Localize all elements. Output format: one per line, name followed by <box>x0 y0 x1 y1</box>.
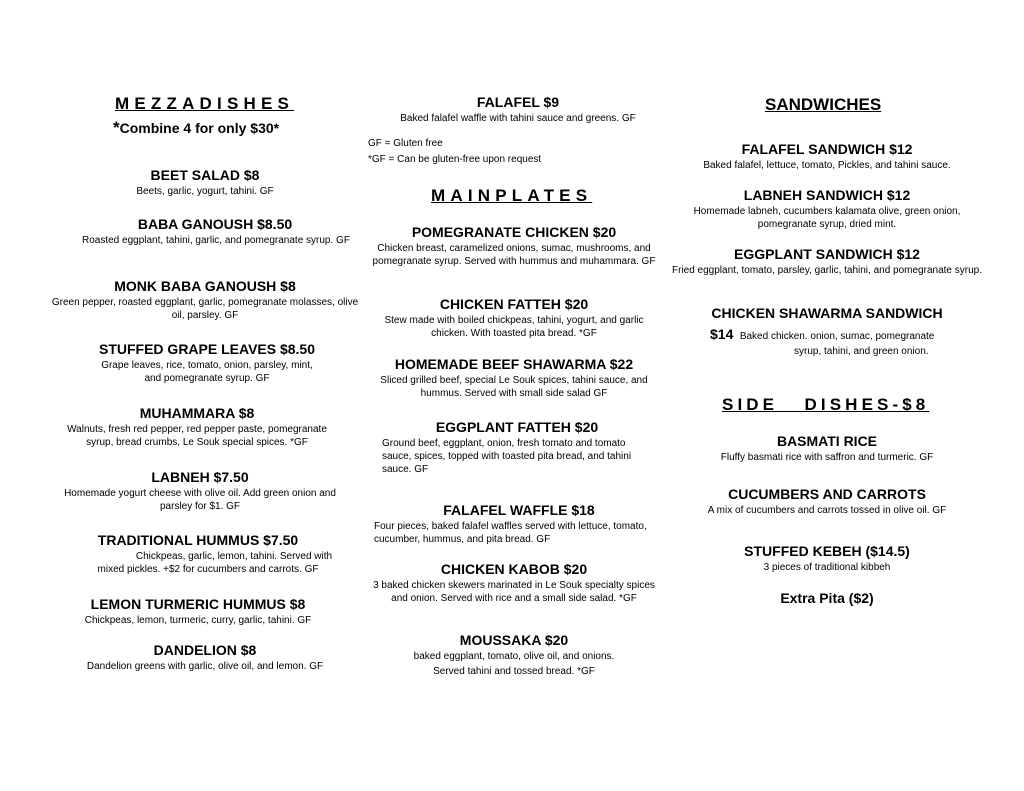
menu-item <box>672 246 982 277</box>
item-name: BASMATI RICE <box>776 433 878 449</box>
menu-item <box>672 141 982 172</box>
menu-item <box>672 590 982 606</box>
item-description: baked eggplant, tomato, olive oil, and onions. <box>413 651 615 662</box>
item-description: Homemade yogurt cheese with olive oil. Add green onion and parsley for $1. GF <box>64 488 336 512</box>
menu-item <box>672 543 982 574</box>
item-description: Walnuts, fresh red pepper, red pepper paste, pomegranate syrup, bread crumbs, Le Souk special spices. *GF <box>67 424 327 448</box>
menu-item <box>368 632 660 678</box>
side-dishes-section-title: SIDE DISHES-$8 <box>722 395 930 414</box>
item-name: DANDELION $8 <box>153 642 257 658</box>
item-name: FALAFEL SANDWICH $12 <box>741 141 913 157</box>
item-price-line <box>710 326 982 344</box>
star-gf-legend: *GF = Can be gluten-free upon request <box>368 154 542 165</box>
item-name: MOUSSAKA $20 <box>459 632 569 648</box>
item-name: CHICKEN KABOB $20 <box>440 561 588 577</box>
item-name: CHICKEN SHAWARMA SANDWICH <box>711 305 943 321</box>
item-name: TRADITIONAL HUMMUS $7.50 <box>97 532 299 548</box>
item-description: Chicken breast, caramelized onions, sumac, mushrooms, and pomegranate syrup. Served with hummus and muhammara. GF <box>372 243 656 267</box>
menu-item <box>40 278 370 322</box>
menu-item <box>368 561 660 605</box>
item-description-line2: syrup, tahini, and green onion. <box>794 346 929 357</box>
item-description-line2: Served tahini and tossed bread. *GF <box>433 666 595 677</box>
item-name: FALAFEL $9 <box>476 94 560 110</box>
item-description: Four pieces, baked falafel waffles served with lettuce, tomato, cucumber, hummus, and pita bread. GF <box>374 521 647 545</box>
combine-star: * <box>113 118 120 137</box>
item-description: Homemade labneh, cucumbers kalamata olive, green onion, pomegranate syrup, dried mint. <box>693 206 961 230</box>
item-name: CUCUMBERS AND CARROTS <box>728 486 926 502</box>
item-description: Sliced grilled beef, special Le Souk spices, tahini sauce, and hummus. Served with small side salad GF <box>380 375 648 399</box>
menu-item <box>40 341 374 385</box>
item-name: EGGPLANT SANDWICH $12 <box>734 246 920 262</box>
item-name: STUFFED KEBEH ($14.5) <box>744 543 910 559</box>
item-description: Chickpeas, lemon, turmeric, curry, garlic, tahini. GF <box>84 615 312 626</box>
item-description: Dandelion greens with garlic, olive oil, and lemon. GF <box>86 661 324 672</box>
item-description: Baked falafel waffle with tahini sauce and greens. GF <box>400 113 636 124</box>
item-description: Green pepper, roasted eggplant, garlic, pomegranate molasses, olive oil, parsley. GF <box>51 297 359 321</box>
menu-item <box>368 296 660 340</box>
item-name: EGGPLANT FATTEH $20 <box>435 419 599 435</box>
menu-item <box>368 356 660 400</box>
menu-item <box>382 419 652 476</box>
menu-item <box>374 502 664 546</box>
gf-legend: GF = Gluten free <box>368 138 443 149</box>
mezza-combine-offer <box>113 118 279 138</box>
menu-item <box>40 596 356 627</box>
item-name: LEMON TURMERIC HUMMUS $8 <box>90 596 306 612</box>
item-name: LABNEH $7.50 <box>151 469 249 485</box>
item-name: MONK BABA GANOUSH $8 <box>114 278 296 294</box>
menu-item <box>40 642 370 673</box>
item-description: Fluffy basmati rice with saffron and turmeric. GF <box>720 452 934 463</box>
menu-item <box>672 486 982 517</box>
item-description: Baked falafel, lettuce, tomato, Pickles, and tahini sauce. <box>703 160 951 171</box>
item-name: BEET SALAD $8 <box>150 167 260 183</box>
item-description: A mix of cucumbers and carrots tossed in olive oil. GF <box>707 505 947 516</box>
menu-item <box>672 187 982 231</box>
item-name: STUFFED GRAPE LEAVES $8.50 <box>98 341 315 357</box>
menu-item <box>80 216 350 247</box>
sandwiches-section-title: SANDWICHES <box>765 95 882 114</box>
item-description: 3 baked chicken skewers marinated in Le Souk specialty spices and onion. Served with rice and a small side salad. *GF <box>373 580 655 604</box>
item-description: Baked chicken. onion, sumac, pomegranate <box>739 331 935 342</box>
item-description: Stew made with boiled chickpeas, tahini, yogurt, and garlic chicken. With toasted pita bread. *GF <box>384 315 644 339</box>
item-description: 3 pieces of traditional kibbeh <box>763 562 891 573</box>
menu-item <box>40 532 356 576</box>
item-name: BABA GANOUSH $8.50 <box>137 216 293 232</box>
item-description: Beets, garlic, yogurt, tahini. GF <box>136 186 274 197</box>
item-name: FALAFEL WAFFLE $18 <box>443 502 595 518</box>
combine-text: Combine 4 for only $30* <box>119 120 280 136</box>
item-name: HOMEMADE BEEF SHAWARMA $22 <box>394 356 634 372</box>
item-description: Chickpeas, garlic, lemon, tahini. Served with mixed pickles. +$2 for cucumbers and carrots. GF <box>97 551 333 575</box>
item-description: Fried eggplant, tomato, parsley, garlic, tahini, and pomegranate syrup. <box>672 265 982 276</box>
menu-item <box>368 224 660 268</box>
menu-item <box>40 405 354 449</box>
item-name: MUHAMMARA $8 <box>139 405 255 421</box>
item-name: LABNEH SANDWICH $12 <box>743 187 911 203</box>
menu-item <box>672 305 982 358</box>
item-name: Extra Pita ($2) <box>780 590 874 606</box>
mezza-section-title: MEZZADISHES <box>115 94 295 113</box>
main-plates-section-title: MAINPLATES <box>431 186 593 205</box>
item-description: Grape leaves, rice, tomato, onion, parsley, mint, and pomegranate syrup. GF <box>101 360 313 384</box>
item-name: POMEGRANATE CHICKEN $20 <box>411 224 617 240</box>
menu-item <box>672 433 982 464</box>
item-description: Roasted eggplant, tahini, garlic, and pomegranate syrup. GF <box>82 235 350 246</box>
menu-item <box>40 469 360 513</box>
item-name: CHICKEN FATTEH $20 <box>439 296 589 312</box>
menu-item <box>40 167 370 198</box>
item-description: Ground beef, eggplant, onion, fresh tomato and tomato sauce, spices, topped with toasted pita bread, and tahini sauce. GF <box>382 438 632 475</box>
item-price: $14 <box>710 326 734 342</box>
menu-item <box>368 94 668 125</box>
